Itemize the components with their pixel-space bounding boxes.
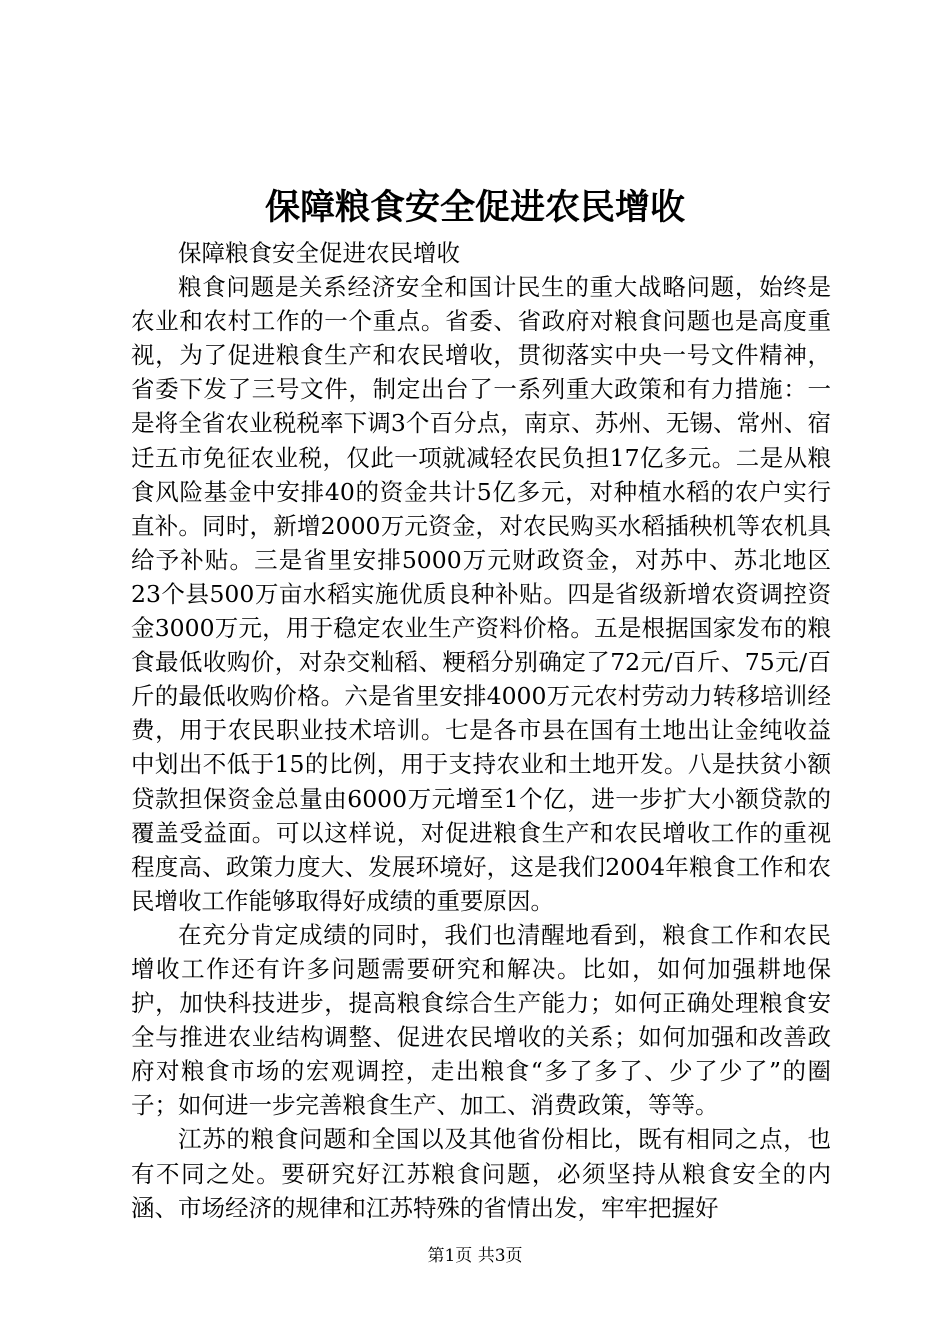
paragraph-jiangsu: 江苏的粮食问题和全国以及其他省份相比，既有相同之点，也有不同之处。要研究好江苏粮食问题，必须坚持从粮食安全的内涵、市场经济的规律和江苏特殊的省情出发，牢牢把握好 bbox=[131, 1125, 831, 1222]
paragraph-problems: 在充分肯定成绩的同时，我们也清醒地看到，粮食工作和农民增收工作还有许多问题需要研究和解决。比如，如何加强耕地保护，加快科技进步，提高粮食综合生产能力；如何正确处理粮食安全与推进农业结构调整、促进农民增收的关系；如何加强和改善政府对粮食市场的宏观调控，走出粮食“多了多了、少了少了”的圈子；如何进一步完善粮食生产、加工、消费政策，等等。 bbox=[131, 920, 831, 1120]
paragraph-achievements: 粮食问题是关系经济安全和国计民生的重大战略问题，始终是农业和农村工作的一个重点。省委、省政府对粮食问题也是高度重视，为了促进粮食生产和农民增收，贯彻落实中央一号文件精神，省委下发了三号文件，制定出台了一系列重大政策和有力措施：一是将全省农业税税率下调3个百分点，南京、苏州、无锡、常州、宿迁五市免征农业税，仅此一项就减轻农民负担17亿多元。二是从粮食风险基金中安排40的资金共计5亿多元，对种植水稻的农户实行直补。同时，新增2000万元资金，对农民购买水稻插秧机等农机具给予补贴。三是省里安排5000万元财政资金，对苏中、苏北地区23个县500万亩水稻实施优质良种补贴。四是省级新增农资调控资金3000万元，用于稳定农业生产资料价格。五是根据国家发布的粮食最低收购价，对杂交籼稻、粳稻分别确定了72元/百斤、75元/百斤的最低收购价格。六是省里安排4000万元农村劳动力转移培训经费，用于农民职业技术培训。七是各市县在国有土地出让金纯收益中划出不低于15的比例，用于支持农业和土地开发。八是扶贫小额贷款担保资金总量由6000万元增至1个亿，进一步扩大小额贷款的覆盖受益面。可以这样说，对促进粮食生产和农民增收工作的重视程度高、政策力度大、发展环境好，这是我们2004年粮食工作和农民增收工作能够取得好成绩的重要原因。 bbox=[131, 273, 831, 915]
document-body bbox=[131, 236, 831, 1225]
paragraph-subtitle: 保障粮食安全促进农民增收 bbox=[178, 239, 460, 267]
document-title: 保障粮食安全促进农民增收 bbox=[264, 187, 685, 228]
page-number-footer: 第1页 共3页 bbox=[427, 1246, 523, 1266]
